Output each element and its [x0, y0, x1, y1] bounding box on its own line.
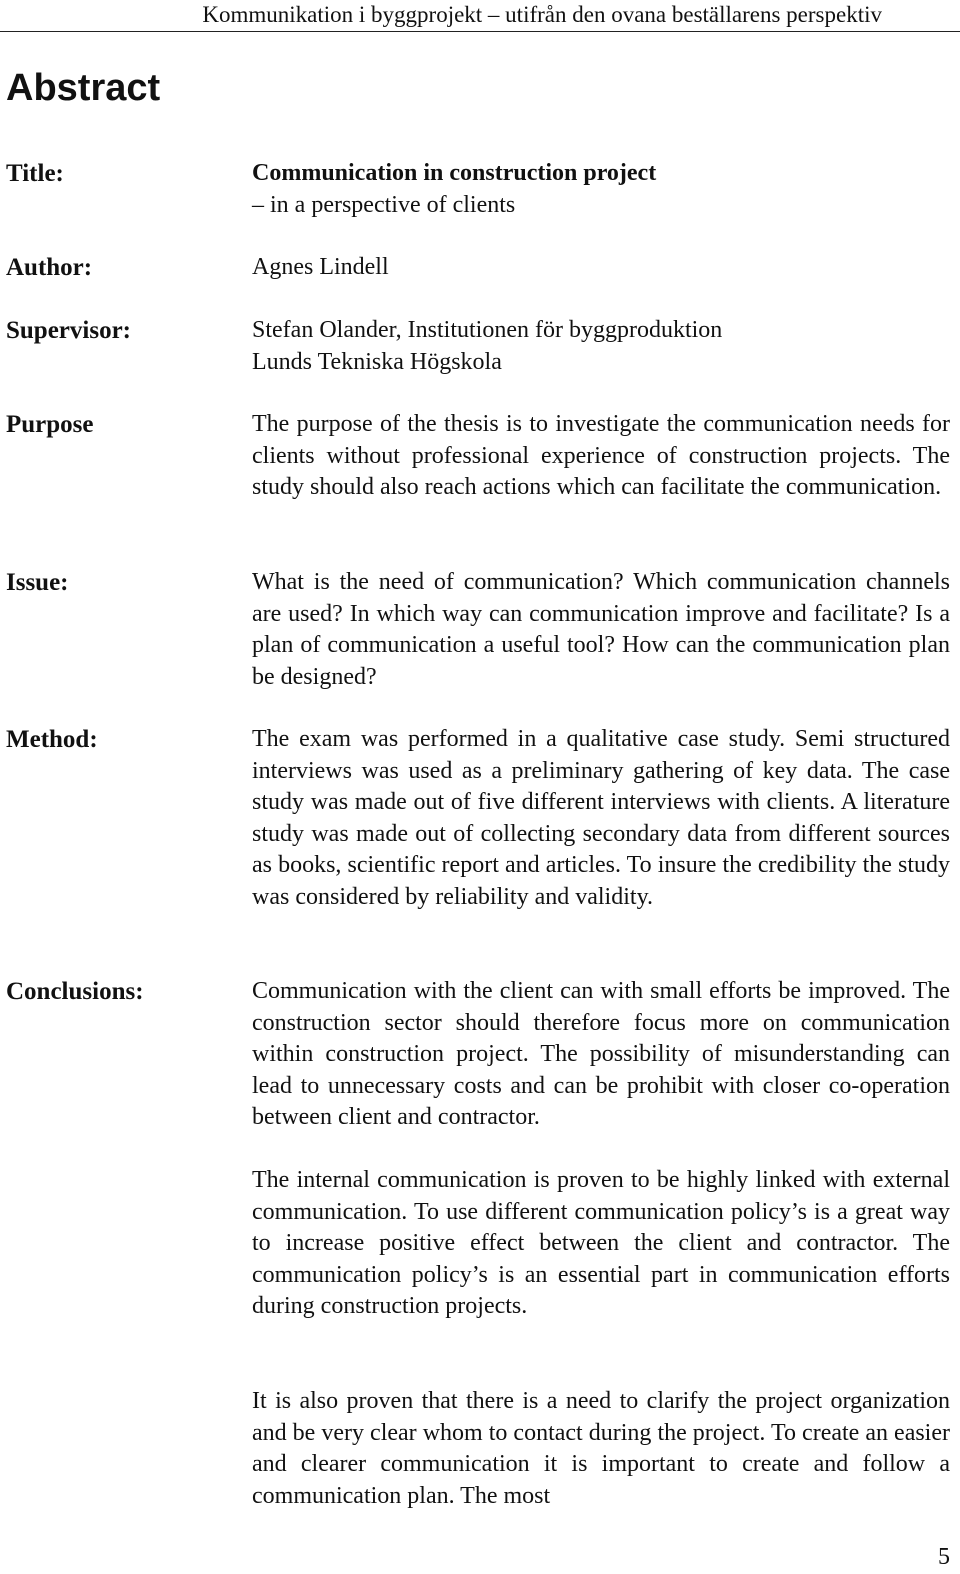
- author-name: Agnes Lindell: [252, 254, 389, 280]
- author-label: Author:: [6, 254, 93, 281]
- purpose-text: The purpose of the thesis is to investigate the communication needs for clients without professional experience of construction projects. The study should also reach actions which can facilitate the communication.: [252, 411, 950, 500]
- title-label: Title:: [6, 160, 64, 187]
- conclusions-paragraph-2: The internal communication is proven to be highly linked with external communication. To use different communication policy’s is a great way to increase positive effect between the client and contractor. The communication policy’s is an essential part in communication efforts during construction projects.: [252, 1167, 950, 1319]
- title-line-1: Communication in construction project: [252, 160, 657, 186]
- conclusions-paragraph-3: It is also proven that there is a need to clarify the project organization and be very clear whom to contact during the project. To create an easier and clearer communication it is important to create and follow a communication plan. The most: [252, 1388, 950, 1509]
- conclusions-paragraph-1: Communication with the client can with small efforts be improved. The construction sector should therefore focus more on communication within construction project. The possibility of misunderstanding can lead to unnecessary costs and can be prohibit with closer co-operation between client and contractor.: [252, 978, 950, 1130]
- purpose-label: Purpose: [6, 411, 94, 438]
- issue-label: Issue:: [6, 569, 69, 596]
- page-number: 5: [938, 1544, 950, 1570]
- abstract-heading: Abstract: [6, 67, 161, 109]
- title-line-2: – in a perspective of clients: [252, 191, 516, 218]
- supervisor-line-2: Lunds Tekniska Högskola: [252, 348, 502, 375]
- author-value: [252, 252, 950, 284]
- method-label: Method:: [6, 726, 98, 753]
- conclusions-label: Conclusions:: [6, 978, 144, 1005]
- supervisor-label: Supervisor:: [6, 317, 131, 344]
- supervisor-line-1: Stefan Olander, Institutionen för byggproduktion: [252, 317, 723, 343]
- method-text: The exam was performed in a qualitative case study. Semi structured interviews was used as a preliminary gathering of key data. The case study was made out of five different interviews with clients. A literature study was made out of collecting secondary data from different sources as books, scientific report and articles. To insure the credibility the study was considered by reliability and validity.: [252, 726, 950, 910]
- supervisor-value: [252, 315, 950, 378]
- title-value: [252, 158, 950, 221]
- running-header: Kommunikation i byggprojekt – utifrån den ovana beställarens perspektiv: [0, 0, 960, 32]
- issue-text: What is the need of communication? Which communication channels are used? In which way can communication improve and facilitate? Is a plan of communication a useful tool? How can the communication plan be designed?: [252, 569, 950, 690]
